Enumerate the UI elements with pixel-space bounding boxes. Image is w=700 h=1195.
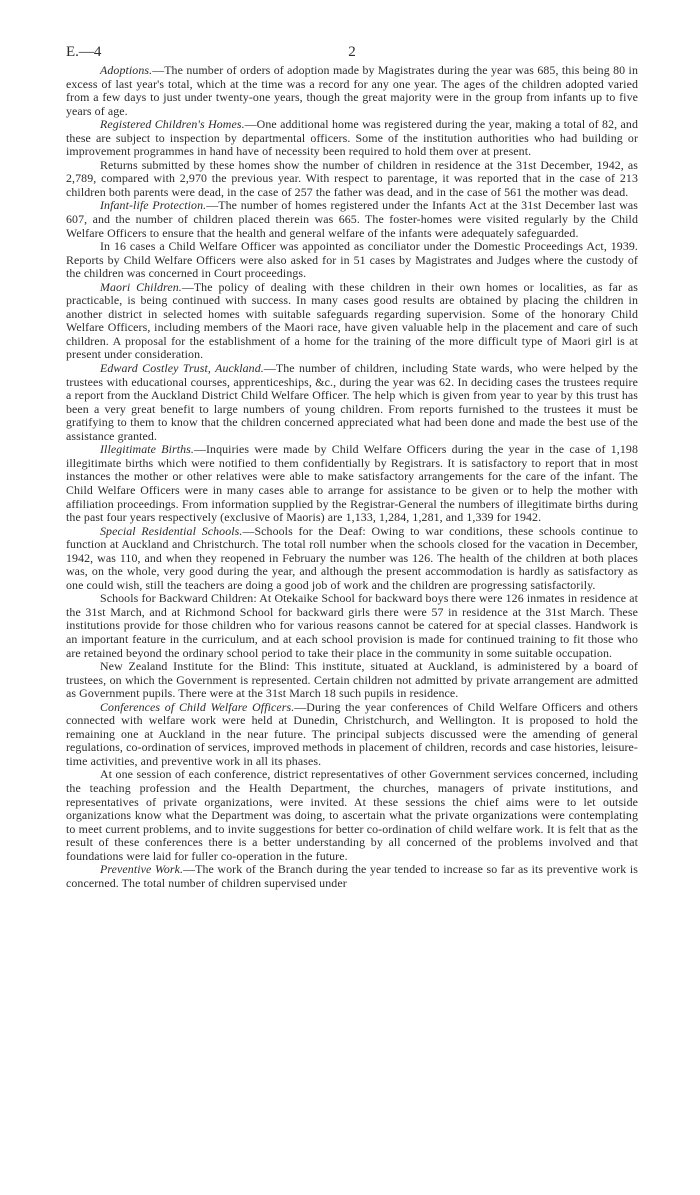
paragraph-text: —The number of orders of adoption made by Magistrates during the year was 685, this being 80 in excess of last year's total, which at the time was a record for any one year. The ages of the children adopted varied from a few days to just under twenty-one years, though the great majority were in the group from infants up to five years of age. — [66, 63, 638, 118]
paragraph-institute-blind — [66, 660, 638, 701]
paragraph-heading: Registered Children's Homes. — [100, 117, 245, 132]
paragraph-text: New Zealand Institute for the Blind: This institute, situated at Auckland, is administered by a board of trustees, on which the Government is represented. Certain children not admitted by private arrangement are admitted as Government pupils. There were at the 31st March 18 such pupils in residence. — [66, 659, 638, 701]
paragraph-conciliator — [66, 240, 638, 281]
paragraph-heading: Maori Children. — [100, 279, 182, 294]
paragraph-special-schools — [66, 525, 638, 593]
paragraph-costley-trust — [66, 362, 638, 443]
paragraph-heading: Adoptions. — [100, 63, 153, 77]
paragraph-heading: Infant-life Protection. — [100, 198, 207, 213]
page-header — [66, 44, 638, 64]
paragraph-returns — [66, 159, 638, 200]
paragraph-text: —One additional home was registered during the year, making a total of 82, and these are subject to inspection by departmental officers. Some of the institution authorities who had building or improvement programmes in hand have of necessity been required to hold them over at present. — [66, 117, 638, 159]
paragraph-text: Returns submitted by these homes show the number of children in residence at the 31st December, 1942, as 2,789, compared with 2,970 the previous year. With respect to parentage, it was reported that in the case of 213 children both parents were dead, in the case of 257 the father was dead, and in the case of 561 the mother was dead. — [66, 157, 638, 199]
paragraph-heading: Conferences of Child Welfare Officers. — [100, 699, 295, 714]
paragraph-text: —Inquiries were made by Child Welfare Officers during the year in the case of 1,198 illegitimate births which were notified to them confidentially by Registrars. It is satisfactory to report that in most instances the mother or other relatives were able to make satisfactory arrangements for the care of the infant. The Child Welfare Officers were in many cases able to arrange for assistance to be given or to help the mother with affiliation proceedings. From information supplied by the Registrar-General the numbers of illegitimate births during the past four years respectively (exclusive of Maoris) are 1,133, 1,284, 1,281, and 1,339 for 1942. — [66, 442, 638, 525]
paragraph-heading: Preventive Work. — [100, 862, 184, 877]
paragraph-text: In 16 cases a Child Welfare Officer was appointed as conciliator under the Domestic Proceedings Act, 1939. Reports by Child Welfare Officers were also asked for in 51 cases by Magistrates and Judges where the custody of the children was concerned in Court proceedings. — [66, 239, 638, 281]
paragraph-infant-life — [66, 199, 638, 240]
page-number: 2 — [348, 44, 356, 60]
document-body — [66, 64, 638, 890]
paragraph-text: At one session of each conference, district representatives of other Government services concerned, including the teaching profession and the Health Department, the churches, managers of private institutions, and representatives of private organizations, were invited. At these sessions the chief aims were to let outside organizations know what the Department was doing, to ascertain what the private organizations were contemplating to meet current problems, and to invite suggestions for better co-ordination of child welfare work. It is felt that as the result of these conferences there is a better understanding by all concerned of the problems involved and that foundations were laid for fuller co-operation in the future. — [66, 767, 638, 863]
report-code: E.—4 — [66, 44, 102, 60]
paragraph-text: —The number of homes registered under the Infants Act at the 31st December last was 607, and the number of children placed therein was 665. The foster-homes were visited regularly by the Child Welfare Officers to ensure that the health and general welfare of the infants were adequately safeguarded. — [66, 198, 638, 240]
paragraph-heading: Special Residential Schools. — [100, 523, 243, 538]
paragraph-heading: Illegitimate Births. — [100, 442, 194, 457]
paragraph-maori-children — [66, 281, 638, 362]
paragraph-preventive-work — [66, 863, 638, 890]
paragraph-heading: Edward Costley Trust, Auckland. — [100, 361, 264, 376]
paragraph-text: —The policy of dealing with these children in their own homes or localities, as far as practicable, is being continued with success. In many cases good results are obtained by placing the children in another district in selected homes with suitable safeguards regarding supervision. Some of the honorary Child Welfare Officers, including members of the Maori race, have given valuable help in the placement and care of such children. A proposal for the establishment of a home for the training of the more difficult type of Maori girl is at present under consideration. — [66, 279, 639, 362]
paragraph-conference-session — [66, 768, 638, 863]
paragraph-text: —The work of the Branch during the year tended to increase so far as its preventive work is concerned. The total number of children supervised under — [66, 862, 638, 890]
paragraph-text: —Schools for the Deaf: Owing to war conditions, these schools continue to function at Auckland and Christchurch. The total roll number when the schools closed for the vacation in December, 1942, was 110, and when they reopened in February the number was 126. The health of the children at both places was, on the whole, very good during the year, and although the present accommodation is hardly as satisfactory as one could wish, still the teachers are doing a good job of work and the children are progressing satisfactorily. — [66, 523, 638, 592]
paragraph-text: Schools for Backward Children: At Otekaike School for backward boys there were 126 inmates in residence at the 31st March, and at Richmond School for backward girls there were 57 in residence at the 31st March. These institutions provide for those children who for various reasons cannot be catered for at special classes. Handwork is an important feature in the curriculum, and at each school provision is made for continued training to fit those who are retained beyond the ordinary school period to take their place in the community in some suitable occupation. — [66, 591, 638, 660]
paragraph-registered-homes — [66, 118, 638, 159]
paragraph-backward-children — [66, 592, 638, 660]
paragraph-adoptions — [66, 64, 638, 118]
paragraph-illegitimate-births — [66, 443, 638, 524]
paragraph-text: —During the year conferences of Child Welfare Officers and others connected with welfare work were held at Dunedin, Christchurch, and Wellington. It is proposed to hold the remaining one at Auckland in the near future. The principal subjects discussed were the amending of general regulations, co-ordination of services, improved methods in placement of children, records and case histories, leisure-time activities, and preventive work in all its phases. — [66, 699, 639, 768]
paragraph-conferences — [66, 701, 638, 769]
paragraph-text: —The number of children, including State wards, who were helped by the trustees with educational courses, apprenticeships, &c., during the year was 62. In deciding cases the trustees require a report from the Auckland District Child Welfare Officer. The help which is given from year to year by this trust has been a very great benefit to large numbers of young children. From reports furnished to the trustees it must be gratifying to them to know that the children concerned appreciated what had been done and made the best use of the assistance granted. — [66, 361, 638, 443]
